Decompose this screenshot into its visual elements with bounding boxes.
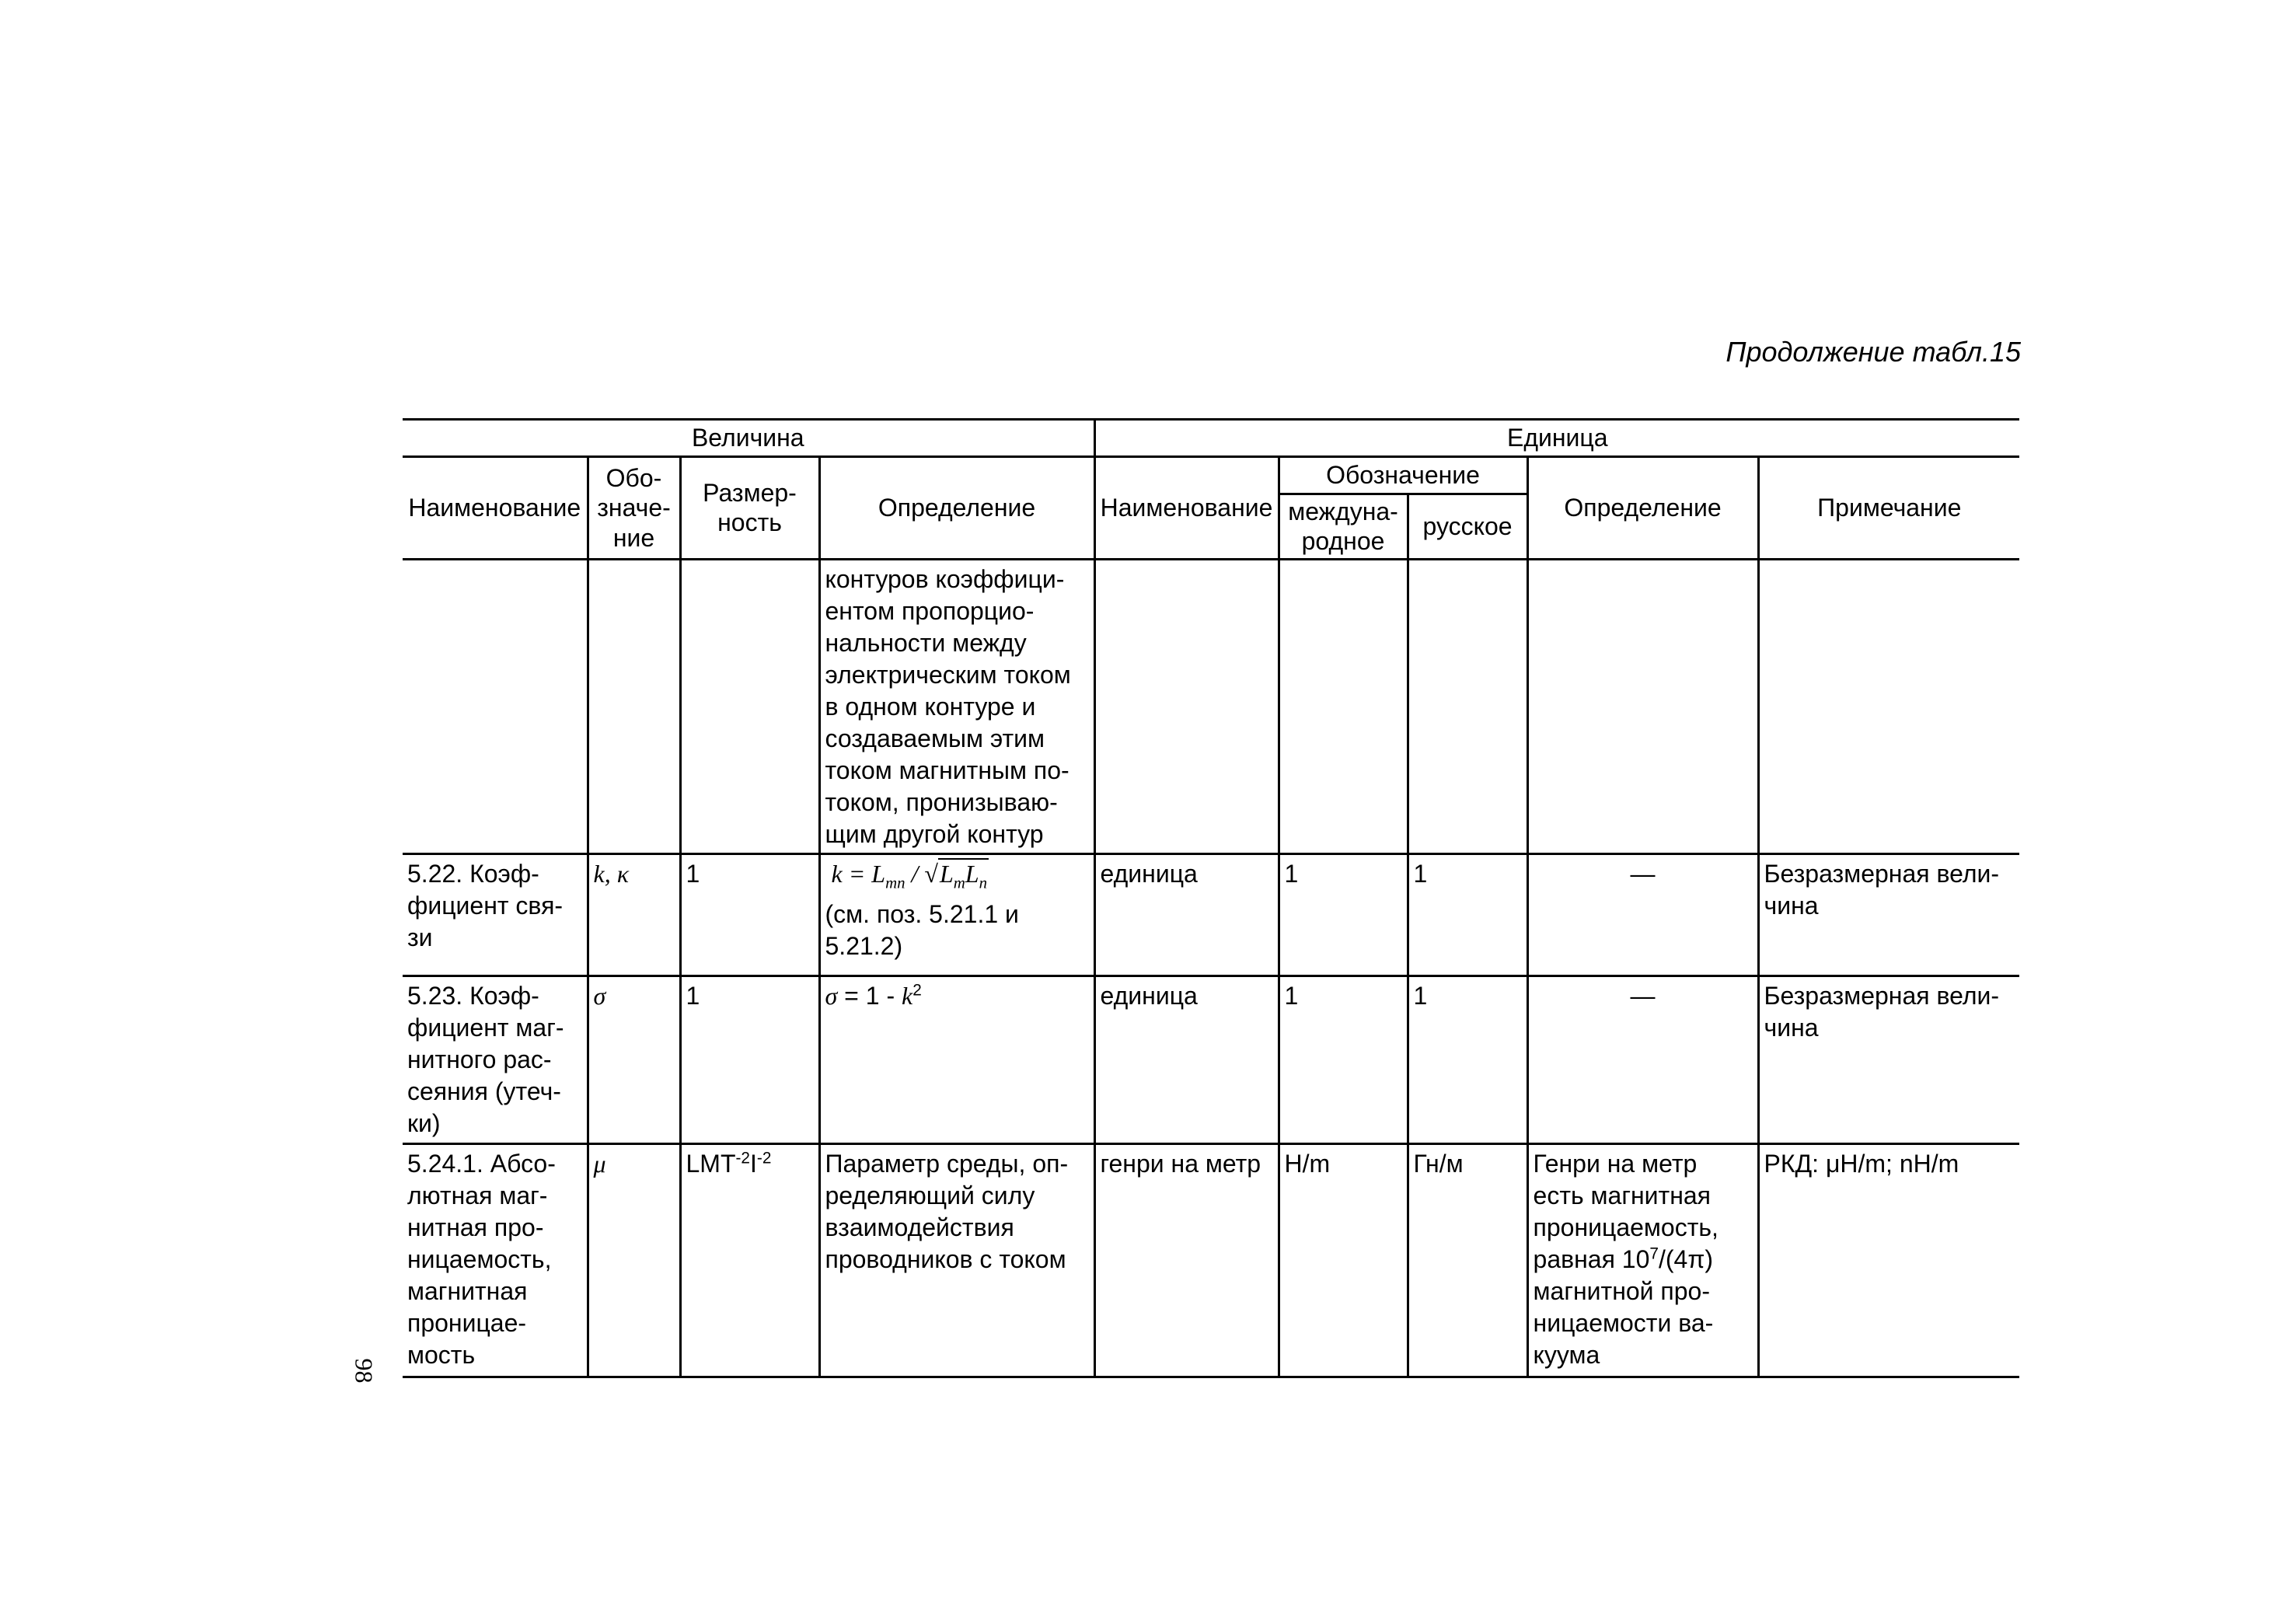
cell-unit-definition: Генри на метр есть магнитная проницаемость, равная $10^7/(4\pi)$ магнитной про- ницаемости ва- куума <box>1527 1144 1758 1377</box>
cell-dimension: 1 <box>680 854 819 976</box>
header-u-russian: русское <box>1408 494 1527 559</box>
cell-dimension: $LMT^{-2}I^{-2}$ <box>680 1144 819 1377</box>
cell-definition: $\sigma = 1 - k^2$ <box>819 976 1094 1144</box>
cell-rus: 1 <box>1408 976 1527 1144</box>
table-row <box>403 559 2019 854</box>
cell-note <box>1758 559 2019 854</box>
table-row <box>403 854 2019 976</box>
cell-unit-name: единица <box>1094 976 1279 1144</box>
cell-definition: Параметр среды, оп- ределяющий силу взаимодействия проводников с током <box>819 1144 1094 1377</box>
cell-definition: контуров коэффици- ентом пропорцио- нальности между электрическим током в одном контуре и создаваемым этим током магнитным по- током, пронизываю- щим другой контур <box>819 559 1094 854</box>
cell-unit-definition: — <box>1527 976 1758 1144</box>
cell-name: 5.22. Коэф- фициент свя- зи <box>403 854 588 976</box>
cell-symbol: σ <box>588 976 680 1144</box>
cell-unit-name: генри на метр <box>1094 1144 1279 1377</box>
definition-reference: (см. поз. 5.21.1 и 5.21.2) <box>825 900 1019 961</box>
cell-note: Безразмерная вели- чина <box>1758 976 2019 1144</box>
header-u-designation: Обозначение <box>1279 456 1527 494</box>
cell-intl: 1 <box>1279 854 1408 976</box>
cell-symbol: k, κ <box>588 854 680 976</box>
cell-rus: 1 <box>1408 854 1527 976</box>
cell-unit-name: единица <box>1094 854 1279 976</box>
cell-note: РКД: μH/m; nH/m <box>1758 1144 2019 1377</box>
cell-rus: Гн/м <box>1408 1144 1527 1377</box>
header-q-name: Наименование <box>403 456 588 559</box>
cell-unit-name <box>1094 559 1279 854</box>
header-u-name: Наименование <box>1094 456 1279 559</box>
table-row <box>403 976 2019 1144</box>
cell-intl <box>1279 559 1408 854</box>
cell-unit-definition <box>1527 559 1758 854</box>
cell-name: 5.23. Коэф- фициент маг- нитного рас- сеяния (утеч- ки) <box>403 976 588 1144</box>
cell-dimension: 1 <box>680 976 819 1144</box>
header-quantity: Величина <box>403 420 1094 457</box>
header-q-dimension: Размер- ность <box>680 456 819 559</box>
coupling-formula: $k = L_{mn} / √L_mL_n$ <box>831 860 987 892</box>
page-number: 98 <box>350 1358 379 1384</box>
cell-symbol <box>588 559 680 854</box>
cell-rus <box>1408 559 1527 854</box>
header-q-definition: Определение <box>819 456 1094 559</box>
header-u-note: Примечание <box>1758 456 2019 559</box>
table-row <box>403 1144 2019 1377</box>
cell-symbol: μ <box>588 1144 680 1377</box>
cell-unit-definition: — <box>1527 854 1758 976</box>
cell-dimension <box>680 559 819 854</box>
cell-definition <box>819 854 1094 976</box>
header-q-symbol: Обо- значе- ние <box>588 456 680 559</box>
table-caption: Продолжение табл.15 <box>1725 336 2021 368</box>
cell-note: Безразмерная вели- чина <box>1758 854 2019 976</box>
cell-name: 5.24.1. Абсо- лютная маг- нитная про- ницаемость, магнитная проницае- мость <box>403 1144 588 1377</box>
header-u-definition: Определение <box>1527 456 1758 559</box>
quantities-table <box>403 418 2019 1378</box>
cell-intl: H/m <box>1279 1144 1408 1377</box>
cell-name <box>403 559 588 854</box>
header-u-international: междуна- родное <box>1279 494 1408 559</box>
header-unit: Единица <box>1094 420 2019 457</box>
cell-intl: 1 <box>1279 976 1408 1144</box>
